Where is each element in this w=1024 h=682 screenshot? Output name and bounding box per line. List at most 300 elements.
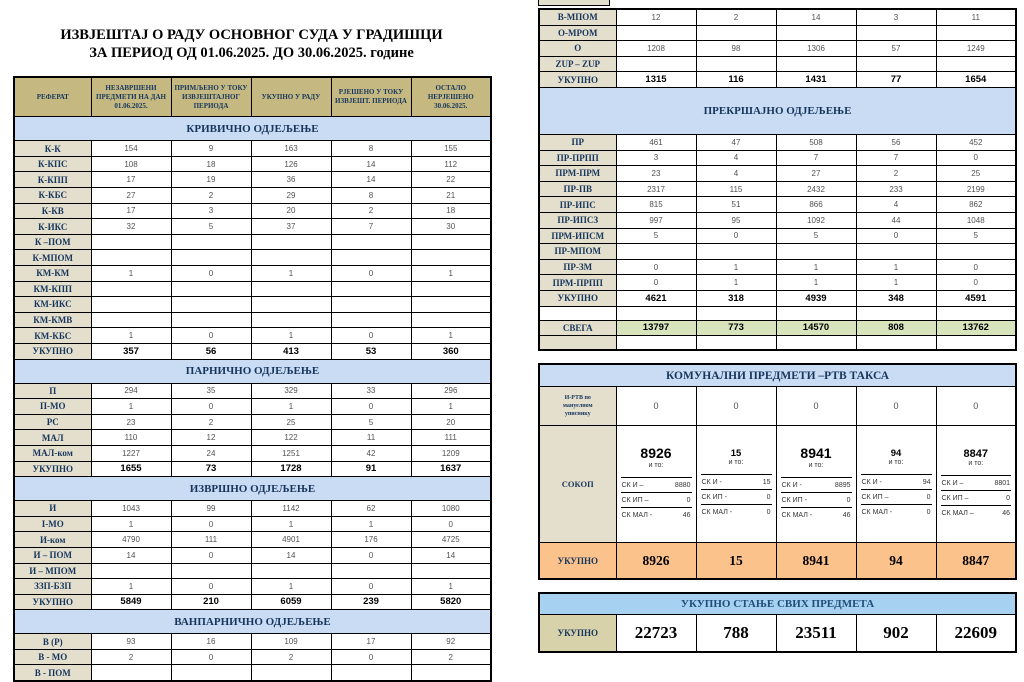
value-cell: 1655 bbox=[91, 461, 171, 477]
value-cell: 808 bbox=[856, 320, 936, 336]
sokop-sub-key: СК МАЛ - bbox=[621, 511, 653, 519]
table-row bbox=[539, 543, 1016, 580]
row-label-cell bbox=[539, 387, 616, 426]
value-cell: 22609 bbox=[936, 615, 1016, 653]
sokop-sub-line bbox=[941, 490, 1012, 505]
value-cell: 0 bbox=[331, 547, 411, 563]
value-cell bbox=[331, 312, 411, 328]
value-cell: 1208 bbox=[616, 41, 696, 57]
table-row bbox=[14, 547, 491, 563]
value-cell: 22 bbox=[411, 172, 491, 188]
court-report-table-left bbox=[13, 76, 492, 682]
value-cell: 0 bbox=[171, 516, 251, 532]
value-cell: 348 bbox=[856, 290, 936, 306]
sokop-sub-value: 0 bbox=[926, 509, 931, 517]
irtv-label-line: уписнику bbox=[564, 411, 591, 418]
sokop-sub-value: 94 bbox=[922, 479, 931, 487]
value-cell: 22723 bbox=[616, 615, 696, 653]
sokop-ito-label: и то: bbox=[648, 461, 664, 469]
table-row bbox=[14, 461, 491, 477]
row-label-cell: ПР-ИПС bbox=[539, 197, 616, 213]
value-cell: 37 bbox=[251, 219, 331, 235]
value-cell: 0 bbox=[696, 387, 776, 426]
value-cell: 1 bbox=[856, 275, 936, 291]
row-label-cell: П-МО bbox=[14, 399, 91, 415]
row-label-cell: РС bbox=[14, 414, 91, 430]
sokop-sub-value: 46 bbox=[682, 511, 691, 519]
row-label-cell: К-К bbox=[14, 141, 91, 157]
sokop-sub-key: СК ИП - bbox=[781, 496, 807, 504]
sokop-sub-value: 8880 bbox=[674, 481, 691, 489]
row-label-cell: ПР-ПРПП bbox=[539, 150, 616, 166]
value-cell: 111 bbox=[171, 532, 251, 548]
sokop-sub-value: 0 bbox=[686, 496, 691, 504]
table-row bbox=[14, 532, 491, 548]
value-cell: 1637 bbox=[411, 461, 491, 477]
table-row bbox=[539, 9, 1016, 25]
table-row bbox=[539, 166, 1016, 182]
value-cell bbox=[91, 297, 171, 313]
spacer-cell bbox=[616, 306, 696, 320]
row-label-cell: КМ-КПП bbox=[14, 281, 91, 297]
value-cell: 23 bbox=[616, 166, 696, 182]
sokop-sub-value: 0 bbox=[1006, 495, 1011, 503]
value-cell: 25 bbox=[251, 414, 331, 430]
value-cell: 15 bbox=[696, 543, 776, 580]
value-cell: 0 bbox=[616, 275, 696, 291]
value-cell: 4901 bbox=[251, 532, 331, 548]
value-cell: 1209 bbox=[411, 445, 491, 461]
sokop-sub-value: 0 bbox=[766, 494, 771, 502]
value-cell: 1 bbox=[776, 259, 856, 275]
spacer-cell bbox=[776, 336, 856, 351]
value-cell: 6059 bbox=[251, 594, 331, 610]
sokop-sub-key: СК ИП – bbox=[861, 494, 889, 502]
spacer-row bbox=[539, 306, 1016, 320]
value-cell: 0 bbox=[331, 328, 411, 344]
value-cell: 1 bbox=[91, 516, 171, 532]
row-label-cell: КМ-ИКС bbox=[14, 297, 91, 313]
value-cell bbox=[331, 563, 411, 579]
value-cell: 210 bbox=[171, 594, 251, 610]
column-header: РЈЕШЕНО У ТОКУ ИЗВЈЕШТ. ПЕРИОДА bbox=[331, 77, 411, 117]
total-all-cases-table bbox=[538, 592, 1017, 653]
row-label-cell: УКУПНО bbox=[539, 72, 616, 88]
value-cell: 3 bbox=[171, 203, 251, 219]
value-cell: 294 bbox=[91, 383, 171, 399]
sokop-sub-line bbox=[781, 507, 852, 522]
table-row bbox=[14, 250, 491, 266]
value-cell: 2 bbox=[91, 649, 171, 665]
row-label-cell: И – ПОМ bbox=[14, 547, 91, 563]
value-cell: 17 bbox=[331, 634, 411, 650]
table-row bbox=[539, 41, 1016, 57]
table-row bbox=[539, 615, 1016, 653]
value-cell: 62 bbox=[331, 501, 411, 517]
spacer-cell bbox=[936, 336, 1016, 351]
row-label-cell: СОКОП bbox=[539, 426, 616, 543]
value-cell bbox=[856, 244, 936, 260]
row-label-cell: В (Р) bbox=[14, 634, 91, 650]
row-label-cell: I-МО bbox=[14, 516, 91, 532]
sokop-sub-line bbox=[941, 505, 1012, 520]
value-cell: 91 bbox=[331, 461, 411, 477]
value-cell bbox=[411, 563, 491, 579]
spacer-cell bbox=[696, 336, 776, 351]
value-cell bbox=[776, 244, 856, 260]
sokop-sub-value: 0 bbox=[926, 494, 931, 502]
value-cell: 1043 bbox=[91, 501, 171, 517]
row-label-cell: О-МРОМ bbox=[539, 25, 616, 41]
cut-off-row-sliver bbox=[538, 0, 610, 6]
row-label-cell: КМ-КБС bbox=[14, 328, 91, 344]
sokop-sub-key: СК И – bbox=[621, 481, 644, 489]
sokop-sub-key: СК ИП – bbox=[941, 495, 969, 503]
sokop-sub-key: СК МАЛ - bbox=[861, 509, 893, 517]
column-header: ОСТАЛО НЕРЈЕШЕНО 30.06.2025. bbox=[411, 77, 491, 117]
value-cell: 163 bbox=[251, 141, 331, 157]
report-left-page bbox=[13, 26, 490, 682]
value-cell: 452 bbox=[936, 134, 1016, 150]
report-title-line1: ИЗВЈЕШТАЈ О РАДУ ОСНОВНОГ СУДА У ГРАДИШЦИ bbox=[60, 27, 443, 43]
value-cell: 42 bbox=[331, 445, 411, 461]
value-cell: 1 bbox=[776, 275, 856, 291]
value-cell: 1249 bbox=[936, 41, 1016, 57]
value-cell: 1 bbox=[91, 266, 171, 282]
value-cell: 4 bbox=[856, 197, 936, 213]
section-header: ПРЕКРШАЈНО ОДЈЕЉЕЊЕ bbox=[539, 87, 1016, 134]
sokop-total-value: 15 bbox=[730, 447, 742, 459]
sokop-sub-key: СК И - bbox=[861, 479, 882, 487]
komunalni-rtv-table bbox=[538, 363, 1017, 580]
sokop-sub-line bbox=[701, 504, 772, 519]
value-cell: 23511 bbox=[776, 615, 856, 653]
table-row bbox=[14, 501, 491, 517]
value-cell bbox=[411, 312, 491, 328]
value-cell: 0 bbox=[696, 228, 776, 244]
irtv-label-line: мануелном bbox=[562, 403, 593, 410]
value-cell: 0 bbox=[171, 579, 251, 595]
value-cell bbox=[91, 234, 171, 250]
section-header-row bbox=[539, 364, 1016, 387]
value-cell: 1306 bbox=[776, 41, 856, 57]
value-cell bbox=[776, 56, 856, 72]
value-cell bbox=[616, 25, 696, 41]
value-cell: 98 bbox=[696, 41, 776, 57]
spacer-row bbox=[539, 336, 1016, 351]
value-cell bbox=[331, 250, 411, 266]
sokop-sub-value: 15 bbox=[762, 479, 771, 487]
court-report-table-right bbox=[538, 8, 1017, 351]
value-cell: 14 bbox=[331, 156, 411, 172]
value-cell bbox=[411, 250, 491, 266]
komunalni-section-title: КОМУНАЛНИ ПРЕДМЕТИ –РТВ ТАКСА bbox=[539, 364, 1016, 387]
value-cell: 12 bbox=[171, 430, 251, 446]
value-cell bbox=[856, 56, 936, 72]
table-row bbox=[14, 399, 491, 415]
value-cell: 0 bbox=[331, 649, 411, 665]
spacer-cell bbox=[539, 336, 616, 351]
sokop-sub-line bbox=[781, 492, 852, 507]
sokop-sub-line bbox=[861, 489, 932, 504]
value-cell: 0 bbox=[331, 579, 411, 595]
value-cell: 1431 bbox=[776, 72, 856, 88]
value-cell: 4591 bbox=[936, 290, 1016, 306]
value-cell: 1 bbox=[251, 328, 331, 344]
value-cell: 14 bbox=[331, 172, 411, 188]
value-cell: 4 bbox=[696, 166, 776, 182]
table-row bbox=[14, 665, 491, 681]
value-cell: 24 bbox=[171, 445, 251, 461]
value-cell: 17 bbox=[91, 203, 171, 219]
sokop-sub-line bbox=[621, 492, 692, 507]
value-cell: 2 bbox=[171, 414, 251, 430]
row-label-cell: И – МПОМ bbox=[14, 563, 91, 579]
value-cell: 239 bbox=[331, 594, 411, 610]
value-cell: 1 bbox=[251, 266, 331, 282]
value-cell: 1 bbox=[251, 579, 331, 595]
value-cell: 176 bbox=[331, 532, 411, 548]
value-cell: 1 bbox=[251, 399, 331, 415]
table-row bbox=[14, 563, 491, 579]
value-cell: 21 bbox=[411, 188, 491, 204]
value-cell bbox=[616, 244, 696, 260]
row-label-cell: В-МПОМ bbox=[539, 9, 616, 25]
value-cell: 1080 bbox=[411, 501, 491, 517]
section-header-row bbox=[539, 87, 1016, 134]
value-cell bbox=[331, 297, 411, 313]
value-cell: 5 bbox=[936, 228, 1016, 244]
section-header-row bbox=[14, 359, 491, 383]
value-cell: 4939 bbox=[776, 290, 856, 306]
value-cell: 35 bbox=[171, 383, 251, 399]
row-label-cell: О bbox=[539, 41, 616, 57]
page-title bbox=[13, 26, 490, 62]
value-cell bbox=[331, 665, 411, 681]
row-label-cell: К-МПОМ bbox=[14, 250, 91, 266]
column-header: УКУПНО У РАДУ bbox=[251, 77, 331, 117]
value-cell: 3 bbox=[856, 9, 936, 25]
table-row bbox=[539, 72, 1016, 88]
value-cell: 1048 bbox=[936, 212, 1016, 228]
value-cell bbox=[696, 25, 776, 41]
value-cell: 5 bbox=[331, 414, 411, 430]
spacer-cell bbox=[936, 306, 1016, 320]
value-cell: 51 bbox=[696, 197, 776, 213]
sokop-sub-line bbox=[861, 504, 932, 519]
irtv-label-line: И-РТВ по bbox=[564, 394, 591, 401]
table-row bbox=[539, 197, 1016, 213]
value-cell: 8926 bbox=[616, 543, 696, 580]
row-label-cell: В - МО bbox=[14, 649, 91, 665]
table-row bbox=[14, 172, 491, 188]
value-cell: 1142 bbox=[251, 501, 331, 517]
value-cell: 95 bbox=[696, 212, 776, 228]
row-label-cell: К-КПП bbox=[14, 172, 91, 188]
value-cell bbox=[251, 312, 331, 328]
value-cell bbox=[411, 297, 491, 313]
value-cell: 997 bbox=[616, 212, 696, 228]
value-cell: 11 bbox=[936, 9, 1016, 25]
row-label-cell: МАЛ-ком bbox=[14, 445, 91, 461]
row-label-cell: КМ-КМВ bbox=[14, 312, 91, 328]
value-cell: 112 bbox=[411, 156, 491, 172]
value-cell: 13762 bbox=[936, 320, 1016, 336]
value-cell: 3 bbox=[616, 150, 696, 166]
value-cell: 0 bbox=[171, 547, 251, 563]
value-cell: 44 bbox=[856, 212, 936, 228]
table-row bbox=[14, 343, 491, 359]
value-cell: 815 bbox=[616, 197, 696, 213]
value-cell bbox=[856, 25, 936, 41]
value-cell: 0 bbox=[856, 387, 936, 426]
value-cell: 14 bbox=[251, 547, 331, 563]
section-header-row bbox=[14, 610, 491, 634]
value-cell: 27 bbox=[91, 188, 171, 204]
value-cell bbox=[251, 234, 331, 250]
value-cell bbox=[91, 312, 171, 328]
value-cell: 0 bbox=[331, 266, 411, 282]
value-cell: 902 bbox=[856, 615, 936, 653]
value-cell: 14570 bbox=[776, 320, 856, 336]
sokop-total-value: 94 bbox=[890, 447, 902, 459]
value-cell: 20 bbox=[251, 203, 331, 219]
table-row bbox=[14, 141, 491, 157]
table-row bbox=[14, 634, 491, 650]
value-cell: 4725 bbox=[411, 532, 491, 548]
value-cell: 108 bbox=[91, 156, 171, 172]
value-cell: 0 bbox=[171, 649, 251, 665]
value-cell: 0 bbox=[936, 150, 1016, 166]
value-cell: 8 bbox=[331, 141, 411, 157]
sokop-sub-value: 46 bbox=[842, 511, 851, 519]
value-cell: 2 bbox=[856, 166, 936, 182]
sokop-sub-value: 8801 bbox=[994, 480, 1011, 488]
value-cell: 115 bbox=[696, 181, 776, 197]
row-label-cell: К-КБС bbox=[14, 188, 91, 204]
value-cell bbox=[411, 665, 491, 681]
value-cell bbox=[171, 281, 251, 297]
value-cell: 36 bbox=[251, 172, 331, 188]
value-cell: 1 bbox=[411, 328, 491, 344]
value-cell: 4 bbox=[696, 150, 776, 166]
row-label-cell: УКУПНО bbox=[539, 615, 616, 653]
value-cell: 0 bbox=[171, 328, 251, 344]
value-cell: 7 bbox=[856, 150, 936, 166]
table-row bbox=[14, 579, 491, 595]
sokop-sub-line bbox=[701, 474, 772, 489]
report-right-page bbox=[538, 0, 1015, 653]
value-cell: 109 bbox=[251, 634, 331, 650]
value-cell: 14 bbox=[91, 547, 171, 563]
value-cell: 0 bbox=[331, 399, 411, 415]
value-cell: 360 bbox=[411, 343, 491, 359]
sokop-sub-key: СК И – bbox=[941, 480, 964, 488]
value-cell: 53 bbox=[331, 343, 411, 359]
value-cell: 329 bbox=[251, 383, 331, 399]
value-cell: 5 bbox=[171, 219, 251, 235]
sokop-sub-line bbox=[621, 507, 692, 522]
value-cell bbox=[171, 250, 251, 266]
value-cell bbox=[91, 665, 171, 681]
value-cell: 93 bbox=[91, 634, 171, 650]
value-cell: 2317 bbox=[616, 181, 696, 197]
value-cell bbox=[171, 563, 251, 579]
column-header: РЕФЕРАТ bbox=[14, 77, 91, 117]
table-row bbox=[14, 430, 491, 446]
table-row bbox=[14, 414, 491, 430]
value-cell bbox=[91, 250, 171, 266]
sokop-sub-key: СК МАЛ - bbox=[781, 511, 813, 519]
value-cell: 1315 bbox=[616, 72, 696, 88]
table-row bbox=[14, 312, 491, 328]
table-row bbox=[539, 320, 1016, 336]
row-label-cell: КМ-КМ bbox=[14, 266, 91, 282]
section-header: ВАНПАРНИЧНО ОДЈЕЉЕЊЕ bbox=[14, 610, 491, 634]
value-cell: 1 bbox=[411, 579, 491, 595]
value-cell: 5 bbox=[776, 228, 856, 244]
value-cell: 92 bbox=[411, 634, 491, 650]
table-row bbox=[14, 281, 491, 297]
value-cell: 1227 bbox=[91, 445, 171, 461]
sokop-ito-label: и то: bbox=[968, 460, 984, 468]
table-row bbox=[539, 290, 1016, 306]
value-cell: 57 bbox=[856, 41, 936, 57]
row-label-cell: ЗЗП-БЗП bbox=[14, 579, 91, 595]
row-label-cell: УКУПНО bbox=[539, 290, 616, 306]
table-row bbox=[539, 228, 1016, 244]
sokop-sub-key: СК МАЛ – bbox=[941, 510, 974, 518]
value-cell bbox=[616, 56, 696, 72]
table-row bbox=[14, 594, 491, 610]
table-row bbox=[539, 150, 1016, 166]
table-row bbox=[539, 387, 1016, 426]
value-cell bbox=[331, 234, 411, 250]
value-cell: 111 bbox=[411, 430, 491, 446]
table-row bbox=[14, 156, 491, 172]
value-cell bbox=[331, 281, 411, 297]
value-cell: 5 bbox=[616, 228, 696, 244]
value-cell: 18 bbox=[171, 156, 251, 172]
sokop-sub-key: СК ИП – bbox=[621, 496, 649, 504]
value-cell: 1 bbox=[411, 266, 491, 282]
report-title-line2: ЗА ПЕРИОД ОД 01.06.2025. ДО 30.06.2025. године bbox=[89, 45, 414, 62]
section-header-row bbox=[539, 593, 1016, 615]
table-row bbox=[14, 203, 491, 219]
section-header: ПАРНИЧНО ОДЈЕЉЕЊЕ bbox=[14, 359, 491, 383]
sokop-detail-cell bbox=[776, 426, 856, 543]
row-label-cell: К –ПОМ bbox=[14, 234, 91, 250]
value-cell bbox=[411, 281, 491, 297]
value-cell: 413 bbox=[251, 343, 331, 359]
value-cell: 14 bbox=[776, 9, 856, 25]
value-cell: 773 bbox=[696, 320, 776, 336]
row-label-cell: К-ИКС bbox=[14, 219, 91, 235]
value-cell: 32 bbox=[91, 219, 171, 235]
table-row bbox=[539, 25, 1016, 41]
value-cell: 11 bbox=[331, 430, 411, 446]
sokop-sub-key: СК И - bbox=[781, 481, 802, 489]
value-cell: 1251 bbox=[251, 445, 331, 461]
row-label-cell: К-КПС bbox=[14, 156, 91, 172]
spacer-cell bbox=[539, 306, 616, 320]
value-cell: 8847 bbox=[936, 543, 1016, 580]
value-cell: 9 bbox=[171, 141, 251, 157]
sokop-ito-label: и то: bbox=[888, 459, 904, 467]
value-cell bbox=[696, 56, 776, 72]
value-cell bbox=[936, 56, 1016, 72]
row-label-cell: УКУПНО bbox=[539, 543, 616, 580]
